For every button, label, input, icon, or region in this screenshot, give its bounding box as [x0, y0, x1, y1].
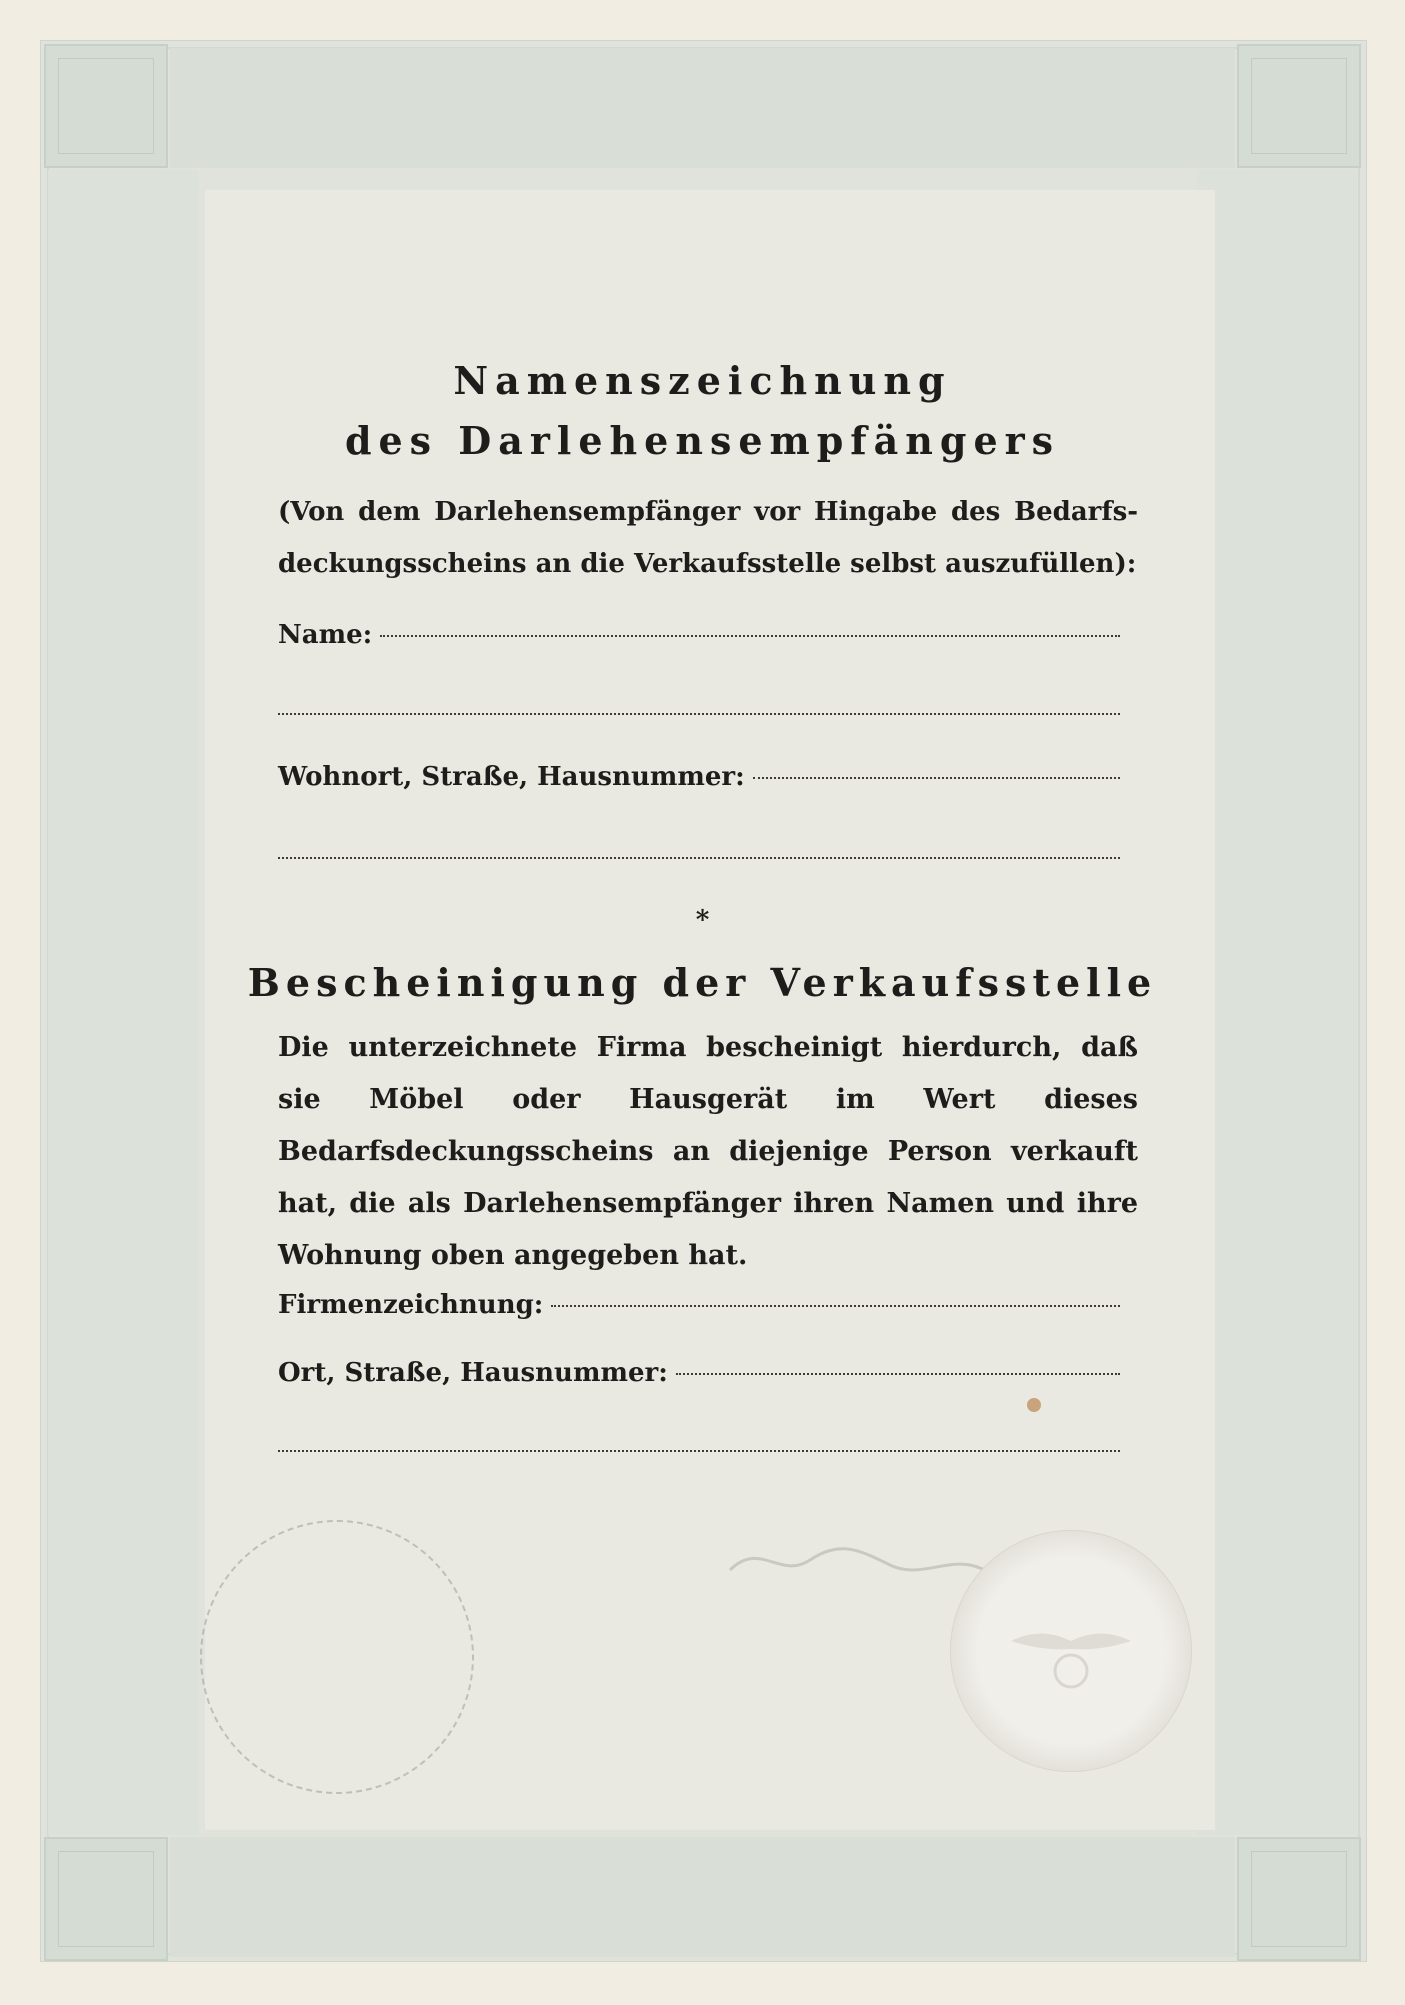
firm-signature-field[interactable] — [278, 1290, 1120, 1320]
corner-ornament-top-right — [1237, 44, 1361, 168]
signature-heading-line1: Namenszeichnung — [453, 358, 952, 403]
name-dotted-line — [380, 635, 1120, 637]
place-dotted-line-2[interactable] — [278, 1450, 1120, 1452]
name-dotted-line-2[interactable] — [278, 713, 1120, 715]
firm-label: Firmenzeichnung: — [278, 1290, 544, 1320]
address-dotted-line-2[interactable] — [278, 857, 1120, 859]
certificate-heading: Bescheinigung der Verkaufsstelle — [247, 960, 1158, 1005]
name-field[interactable] — [278, 620, 1120, 650]
corner-ornament-bottom-right — [1237, 1837, 1361, 1961]
certificate-text: Die unterzeichnete Firma bescheinigt hierdurch, daß sie Möbel oder Hausgerät im Wert dieses Bedarfsdeckungsscheins an diejenige Person verkauft hat, die als Darlehensempfänger ihren Namen und ihre Wohnung oben angegeben hat. — [278, 1032, 1138, 1271]
ink-stamp-seal — [200, 1520, 474, 1794]
border-band-top — [170, 48, 1235, 168]
address-label: Wohnort, Straße, Hausnummer: — [278, 762, 745, 792]
paper-stain — [1027, 1398, 1041, 1412]
name-label: Name: — [278, 620, 373, 650]
instruction-text: (Von dem Darlehensempfänger vor Hingabe des Bedarfs-deckungsscheins an die Verkaufsstelle selbst auszufüllen): — [278, 497, 1138, 579]
eagle-emblem-icon — [951, 1531, 1191, 1771]
corner-ornament-top-left — [44, 44, 168, 168]
border-band-bottom — [170, 1837, 1235, 1957]
place-field[interactable] — [278, 1358, 1120, 1388]
address-dotted-line — [753, 777, 1120, 779]
firm-dotted-line — [551, 1305, 1120, 1307]
divider-asterisk: ⁎ — [695, 898, 710, 928]
address-field[interactable] — [278, 762, 1120, 792]
place-label: Ort, Straße, Hausnummer: — [278, 1358, 668, 1388]
corner-ornament-bottom-left — [44, 1837, 168, 1961]
signature-heading-line2: des Darlehensempfängers — [344, 418, 1061, 463]
place-dotted-line — [676, 1373, 1120, 1375]
embossed-seal — [950, 1530, 1192, 1772]
